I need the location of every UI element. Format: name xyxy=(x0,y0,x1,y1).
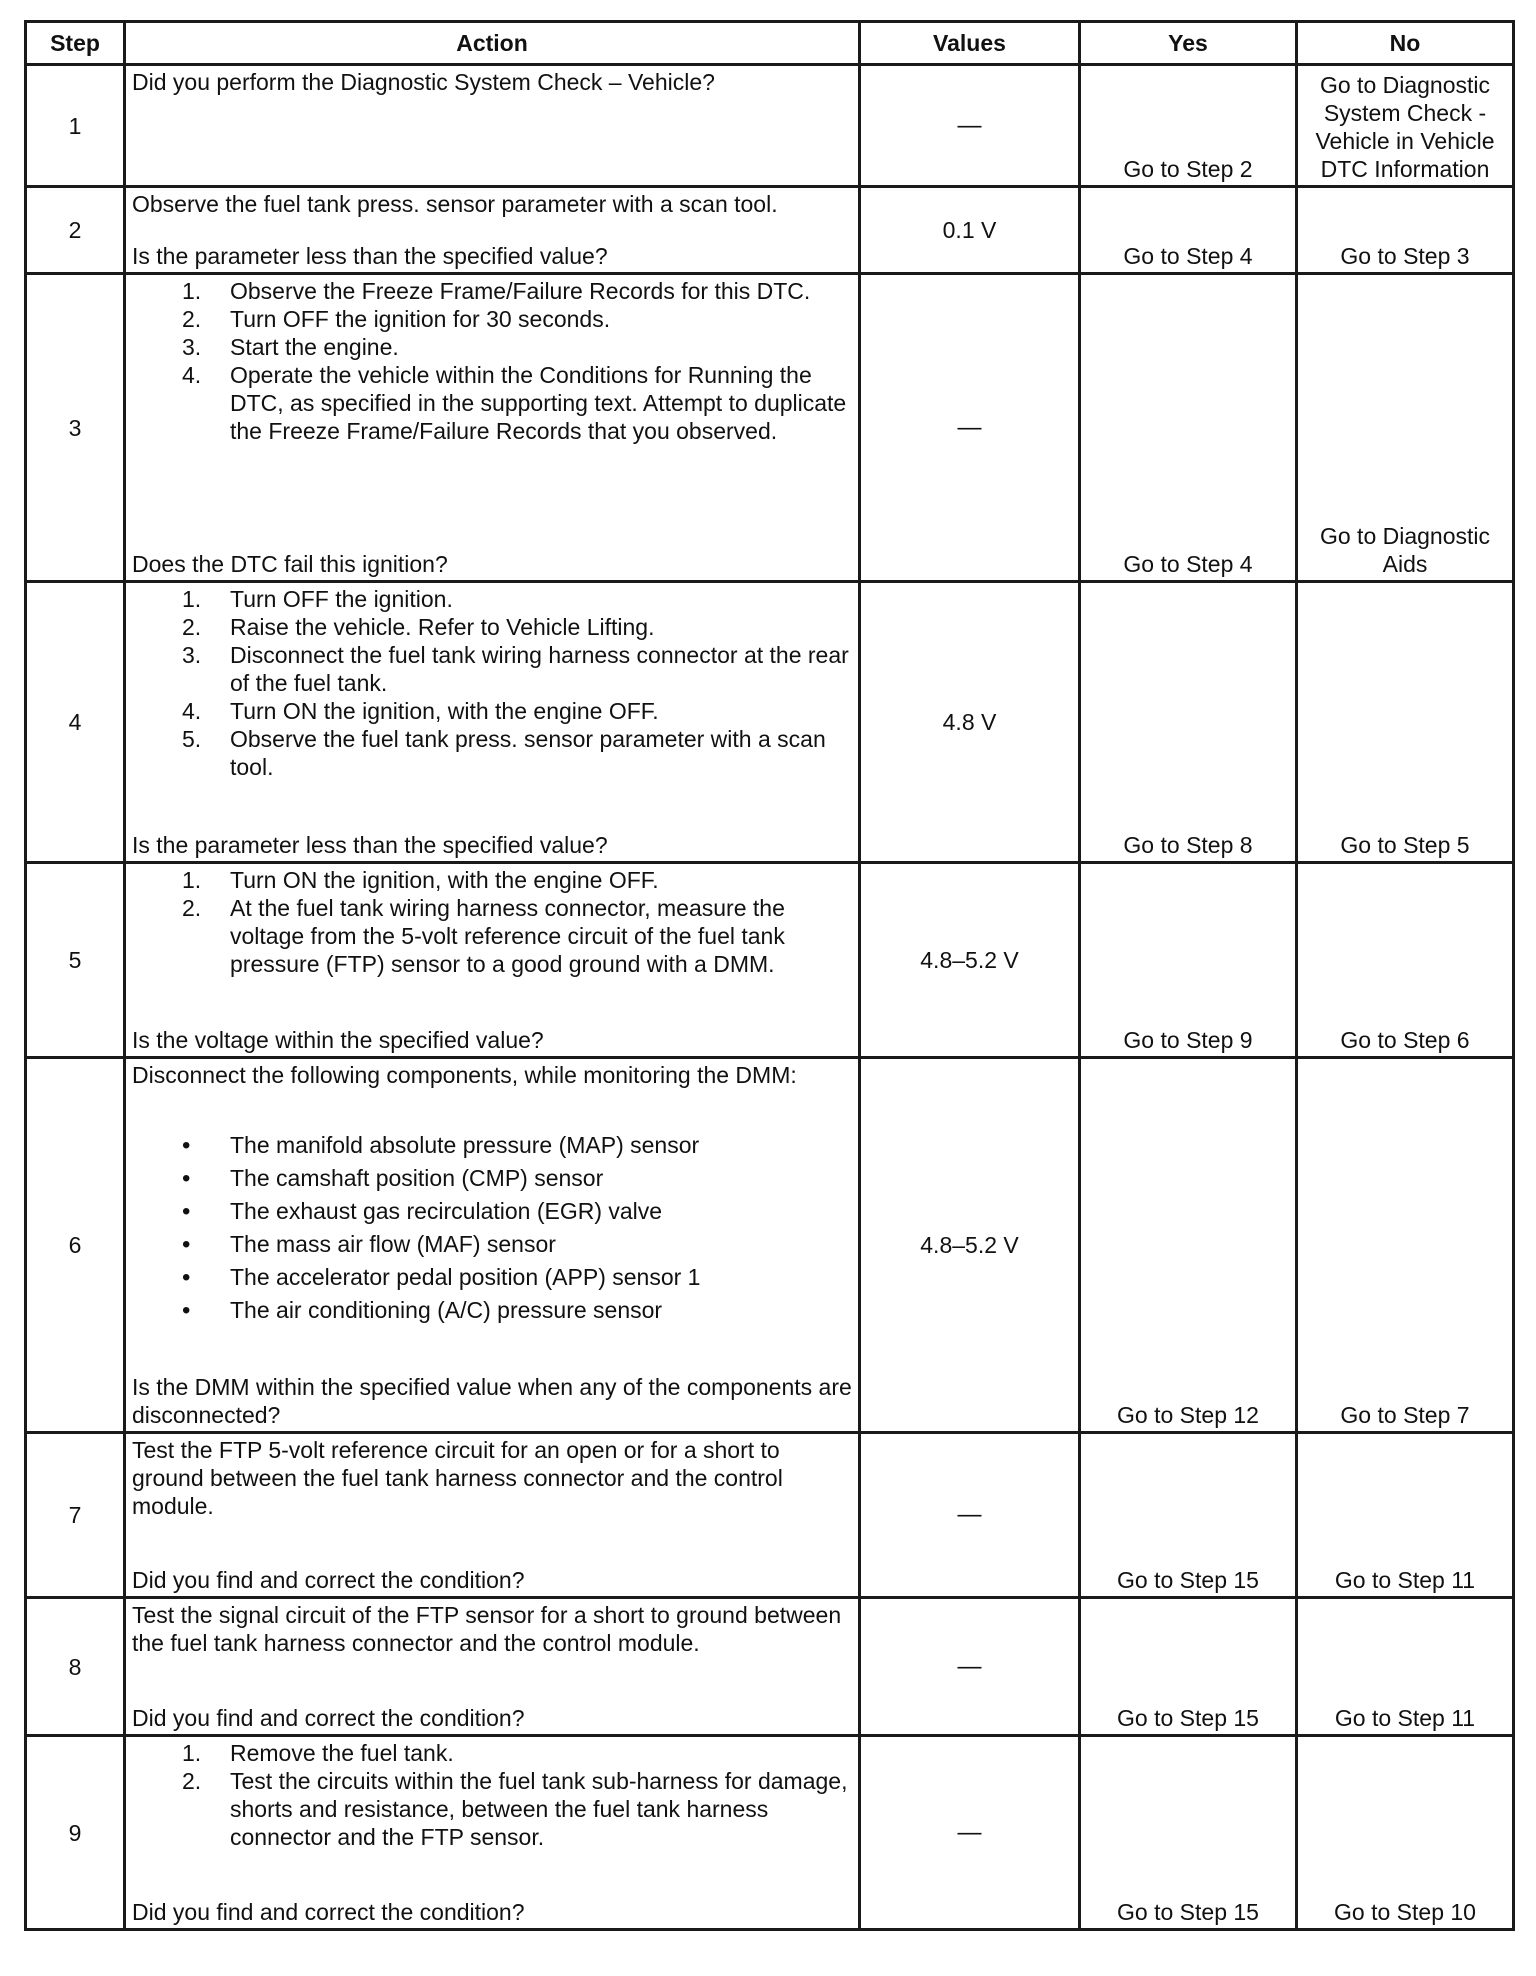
action-text: Test the signal circuit of the FTP sensor for a short to ground between the fuel tank harness connector and the control module. xyxy=(132,1602,842,1656)
header-row xyxy=(26,22,1514,65)
list-item: • The manifold absolute pressure (MAP) sensor xyxy=(162,1129,852,1162)
step-number: 7 xyxy=(26,1433,125,1598)
action-cell xyxy=(125,863,860,1058)
header-step: Step xyxy=(26,22,125,65)
action-cell xyxy=(125,1598,860,1736)
list-item: Test the circuits within the fuel tank sub-harness for damage, shorts and resistance, between the fuel tank harness connector and the FTP sensor. xyxy=(230,1768,848,1850)
values-cell: — xyxy=(860,1598,1080,1736)
table-row xyxy=(26,1433,1514,1598)
list-item: • The accelerator pedal position (APP) sensor 1 xyxy=(162,1261,852,1294)
list-item: Observe the fuel tank press. sensor parameter with a scan tool. xyxy=(230,726,826,780)
no-cell: Go to Step 11 xyxy=(1297,1433,1514,1598)
yes-cell: Go to Step 15 xyxy=(1080,1736,1297,1930)
action-question: Is the voltage within the specified value? xyxy=(132,1027,544,1053)
no-cell: Go to Step 10 xyxy=(1297,1736,1514,1930)
yes-cell: Go to Step 4 xyxy=(1080,274,1297,582)
header-no: No xyxy=(1297,22,1514,65)
yes-cell: Go to Step 15 xyxy=(1080,1598,1297,1736)
list-item: Turn OFF the ignition for 30 seconds. xyxy=(230,306,611,332)
action-cell xyxy=(125,274,860,582)
diagnostic-table xyxy=(24,20,1515,1931)
yes-cell: Go to Step 9 xyxy=(1080,863,1297,1058)
values-cell: — xyxy=(860,274,1080,582)
action-question: Is the parameter less than the specified value? xyxy=(132,243,608,269)
table-row xyxy=(26,1736,1514,1930)
list-item: • The air conditioning (A/C) pressure sensor xyxy=(162,1294,852,1327)
no-cell: Go to Step 11 xyxy=(1297,1598,1514,1736)
list-item: At the fuel tank wiring harness connector, measure the voltage from the 5-volt reference circuit of the fuel tank pressure (FTP) sensor to a good ground with a DMM. xyxy=(230,895,785,977)
list-item: • The camshaft position (CMP) sensor xyxy=(162,1162,852,1195)
step-number: 4 xyxy=(26,582,125,863)
action-cell xyxy=(125,65,860,187)
step-number: 1 xyxy=(26,65,125,187)
no-cell: Go to Diagnostic System Check - Vehicle in Vehicle DTC Information xyxy=(1297,65,1514,187)
values-cell: 4.8–5.2 V xyxy=(860,1058,1080,1433)
list-item: • The mass air flow (MAF) sensor xyxy=(162,1228,852,1261)
action-cell xyxy=(125,187,860,274)
no-cell: Go to Step 5 xyxy=(1297,582,1514,863)
table-row xyxy=(26,582,1514,863)
step-number: 2 xyxy=(26,187,125,274)
header-values: Values xyxy=(860,22,1080,65)
yes-cell: Go to Step 8 xyxy=(1080,582,1297,863)
list-item: Remove the fuel tank. xyxy=(230,1740,454,1766)
action-cell xyxy=(125,1736,860,1930)
header-action: Action xyxy=(125,22,860,65)
list-item: Operate the vehicle within the Conditions for Running the DTC, as specified in the supporting text. Attempt to duplicate the Freeze Frame/Failure Records that you observed. xyxy=(230,362,847,444)
action-steps xyxy=(132,277,852,445)
values-cell: — xyxy=(860,1736,1080,1930)
list-item: Disconnect the fuel tank wiring harness connector at the rear of the fuel tank. xyxy=(230,642,849,696)
action-steps xyxy=(132,1739,852,1851)
action-question: Did you find and correct the condition? xyxy=(132,1705,525,1731)
table-row xyxy=(26,65,1514,187)
values-cell: — xyxy=(860,65,1080,187)
table-row xyxy=(26,1058,1514,1433)
table-row xyxy=(26,863,1514,1058)
no-cell: Go to Step 6 xyxy=(1297,863,1514,1058)
list-item: Observe the Freeze Frame/Failure Records for this DTC. xyxy=(230,278,811,304)
no-cell: Go to Step 7 xyxy=(1297,1058,1514,1433)
no-cell: Go to Diagnostic Aids xyxy=(1297,274,1514,582)
action-text: Observe the fuel tank press. sensor parameter with a scan tool. xyxy=(132,191,778,217)
step-number: 8 xyxy=(26,1598,125,1736)
table-row xyxy=(26,1598,1514,1736)
action-steps xyxy=(132,866,852,978)
action-cell xyxy=(125,582,860,863)
action-question: Did you find and correct the condition? xyxy=(132,1567,525,1593)
list-item: Start the engine. xyxy=(230,334,399,360)
component-list xyxy=(132,1129,852,1327)
action-text: Test the FTP 5-volt reference circuit for an open or for a short to ground between the fuel tank harness connector and the control module. xyxy=(132,1437,783,1519)
action-steps xyxy=(132,585,852,781)
yes-cell: Go to Step 12 xyxy=(1080,1058,1297,1433)
action-text: Disconnect the following components, while monitoring the DMM: xyxy=(132,1062,797,1088)
action-question: Did you find and correct the condition? xyxy=(132,1899,525,1925)
list-item: • The exhaust gas recirculation (EGR) valve xyxy=(162,1195,852,1228)
action-text: Did you perform the Diagnostic System Check – Vehicle? xyxy=(132,69,715,95)
list-item: Turn ON the ignition, with the engine OFF. xyxy=(230,698,659,724)
action-cell xyxy=(125,1058,860,1433)
values-cell: 0.1 V xyxy=(860,187,1080,274)
no-cell: Go to Step 3 xyxy=(1297,187,1514,274)
action-question: Is the DMM within the specified value when any of the components are disconnected? xyxy=(132,1374,852,1428)
list-item: Raise the vehicle. Refer to Vehicle Lifting. xyxy=(230,614,655,640)
header-yes: Yes xyxy=(1080,22,1297,65)
step-number: 9 xyxy=(26,1736,125,1930)
values-cell: — xyxy=(860,1433,1080,1598)
values-cell: 4.8–5.2 V xyxy=(860,863,1080,1058)
table-row xyxy=(26,187,1514,274)
step-number: 6 xyxy=(26,1058,125,1433)
yes-cell: Go to Step 4 xyxy=(1080,187,1297,274)
step-number: 5 xyxy=(26,863,125,1058)
list-item: Turn ON the ignition, with the engine OFF. xyxy=(230,867,659,893)
list-item: Turn OFF the ignition. xyxy=(230,586,453,612)
action-cell xyxy=(125,1433,860,1598)
table-row xyxy=(26,274,1514,582)
yes-cell: Go to Step 2 xyxy=(1080,65,1297,187)
step-number: 3 xyxy=(26,274,125,582)
action-question: Is the parameter less than the specified value? xyxy=(132,832,608,858)
values-cell: 4.8 V xyxy=(860,582,1080,863)
action-question: Does the DTC fail this ignition? xyxy=(132,551,448,577)
yes-cell: Go to Step 15 xyxy=(1080,1433,1297,1598)
